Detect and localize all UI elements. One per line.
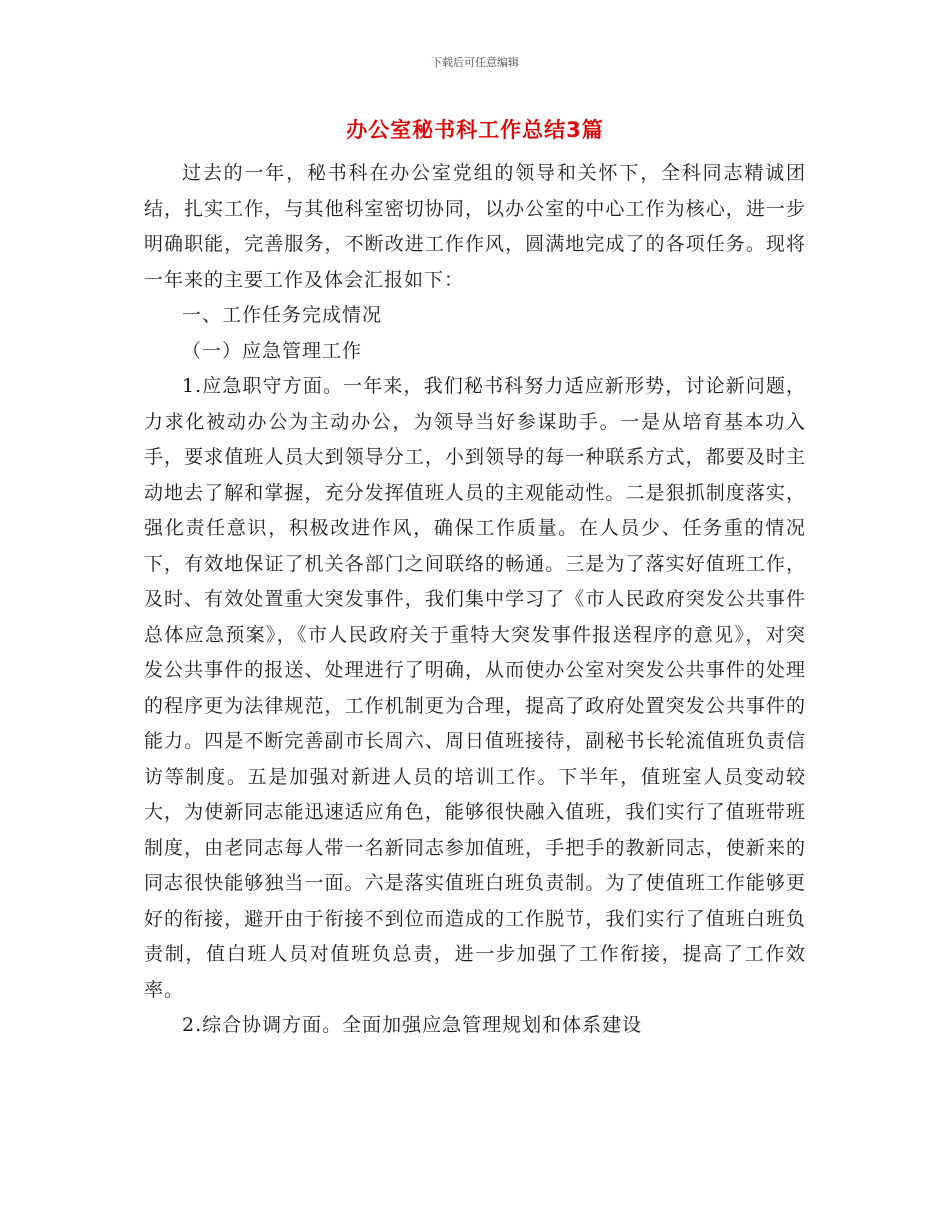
- section-heading: 一、工作任务完成情况: [182, 304, 383, 326]
- document-title: 办公室秘书科工作总结3篇: [346, 118, 604, 142]
- paragraph-coordination: 2.综合协调方面。全面加强应急管理规划和体系建设: [182, 1014, 643, 1036]
- subsection-heading: （一）应急管理工作: [182, 339, 363, 362]
- document-body: [144, 156, 806, 1044]
- page-header: 下载后可任意编辑: [431, 56, 519, 69]
- paragraph-intro: 过去的一年，秘书科在办公室党组的领导和关怀下，全科同志精诚团结，扎实工作，与其他科室密切协同，以办公室的中心工作为核心，进一步明确职能，完善服务，不断改进工作作风，圆满地完成了的各项任务。现将一年来的主要工作及体会汇报如下：: [144, 162, 806, 291]
- paragraph-emergency-duty: 1.应急职守方面。一年来，我们秘书科努力适应新形势，讨论新问题，力求化被动办公为主动办公，为领导当好参谋助手。一是从培育基本功入手，要求值班人员大到领导分工，小到领导的每一种联系方式，都要及时主动地去了解和掌握，充分发挥值班人员的主观能动性。二是狠抓制度落实，强化责任意识，积极改进作风，确保工作质量。在人员少、任务重的情况下，有效地保证了机关各部门之间联络的畅通。三是为了落实好值班工作，及时、有效处置重大突发事件，我们集中学习了《市人民政府突发公共事件总体应急预案》，《市人民政府关于重特大突发事件报送程序的意见》，对突发公共事件的报送、处理进行了明确，从而使办公室对突发公共事件的处理的程序更为法律规范，工作机制更为合理，提高了政府处置突发公共事件的能力。四是不断完善副市长周六、周日值班接待，副秘书长轮流值班负责信访等制度。五是加强对新进人员的培训工作。下半年，值班室人员变动较大，为使新同志能迅速适应角色，能够很快融入值班，我们实行了值班带班制度，由老同志每人带一名新同志参加值班，手把手的教新同志，使新来的同志很快能够独当一面。六是落实值班白班负责制。为了使值班工作能够更好的衔接，避开由于衔接不到位而造成的工作脱节，我们实行了值班白班负责制，值白班人员对值班负总责，进一步加强了工作衔接，提高了工作效率。: [144, 375, 806, 1001]
